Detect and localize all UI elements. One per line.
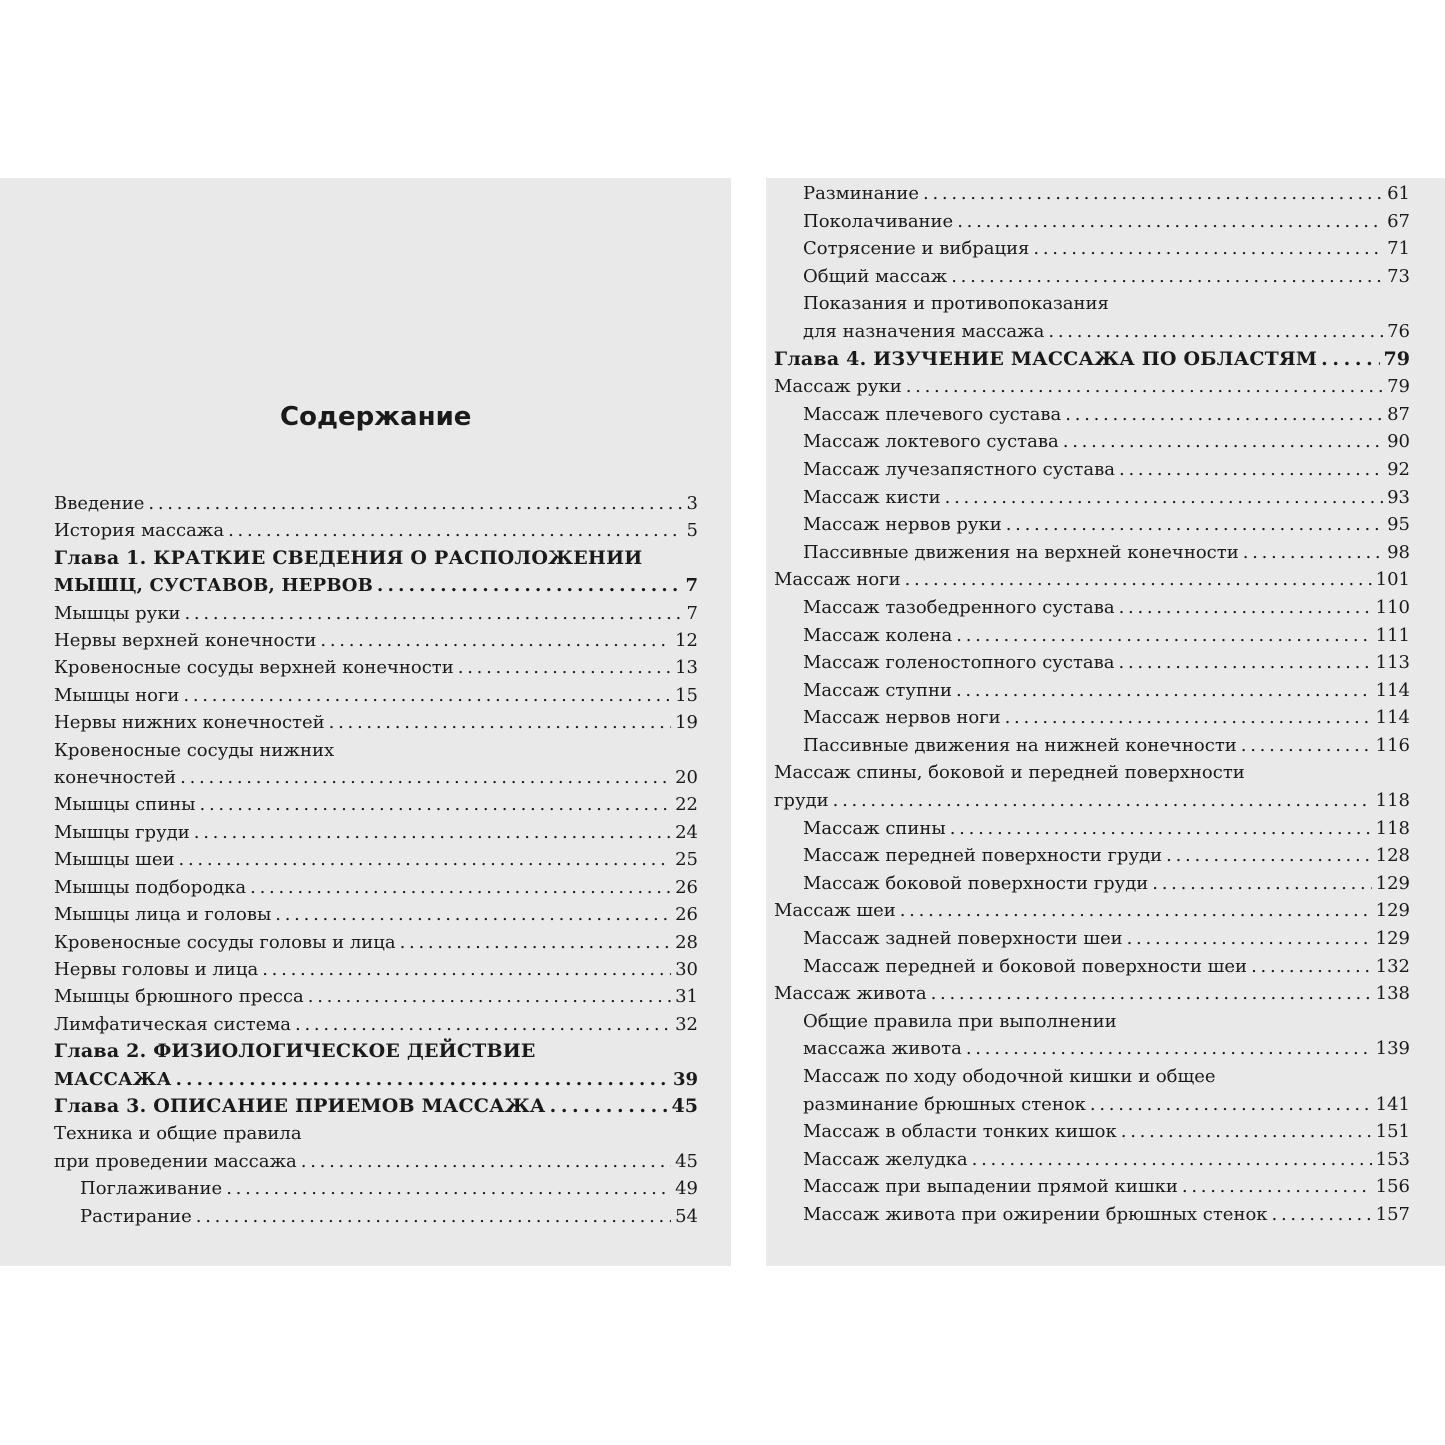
page-number: 7: [685, 575, 698, 597]
dot-leader: [1166, 842, 1372, 870]
dot-leader: [196, 1203, 671, 1230]
dot-leader: [377, 572, 681, 599]
entry-label: массажа живота: [803, 1038, 962, 1060]
page-number: 28: [675, 931, 698, 953]
page-number: 30: [675, 958, 698, 980]
toc-subentry[interactable]: [774, 428, 1410, 456]
page-number: 12: [675, 630, 698, 652]
dot-leader: [250, 874, 671, 901]
entry-label: при проведении массажа: [54, 1150, 297, 1172]
page-number: 45: [675, 1150, 698, 1172]
dot-leader: [1065, 401, 1383, 429]
page-number: 110: [1375, 596, 1410, 618]
entry-label: Массаж локтевого сустава: [803, 431, 1059, 453]
entry-label: Растирание: [80, 1205, 192, 1227]
entry-label-line1: Кровеносные сосуды нижних: [54, 739, 335, 761]
entry-label: Массаж нервов руки: [803, 514, 1002, 536]
entry-label: Мышцы груди: [54, 821, 190, 843]
page-number: 7: [686, 602, 698, 624]
toc-chapter-4[interactable]: [774, 346, 1410, 374]
page-number: 19: [675, 712, 698, 734]
entry-label: конечностей: [54, 767, 177, 789]
entry-label: Массаж плечевого сустава: [803, 403, 1062, 425]
entry-label: Нервы верхней конечности: [54, 630, 317, 652]
dot-leader: [148, 490, 682, 517]
entry-label: Глава 4. ИЗУЧЕНИЕ МАССАЖА ПО ОБЛАСТЯМ: [774, 347, 1318, 370]
page-number: 71: [1387, 238, 1410, 260]
dot-leader: [1251, 953, 1372, 981]
dot-leader: [200, 791, 672, 818]
dot-leader: [1005, 704, 1372, 732]
toc-entry-history[interactable]: [54, 517, 698, 544]
entry-label: МАССАЖА: [54, 1068, 172, 1090]
entry-label: Мышцы руки: [54, 602, 181, 624]
page-number: 49: [675, 1178, 698, 1200]
toc-entry[interactable]: [54, 654, 698, 681]
entry-label-line1: Общие правила при выполнении: [803, 1010, 1117, 1032]
entry-label: Введение: [54, 493, 145, 514]
entry-label: груди: [774, 790, 829, 812]
entry-label: Лимфатическая система: [54, 1013, 291, 1035]
page-number: 45: [671, 1094, 698, 1117]
toc-subentry[interactable]: [774, 649, 1410, 677]
page-number: 15: [675, 684, 698, 706]
dot-leader: [183, 682, 671, 709]
dot-leader: [1321, 346, 1379, 374]
toc-entry-introduction[interactable]: [54, 490, 698, 517]
dot-leader: [900, 897, 1372, 925]
toc-entry[interactable]: [54, 682, 698, 709]
dot-leader: [1119, 594, 1372, 622]
dot-leader: [972, 1146, 1372, 1174]
dot-leader: [1121, 1118, 1372, 1146]
dot-leader: [458, 654, 671, 681]
toc-entry[interactable]: [774, 566, 1410, 594]
dot-leader: [1119, 649, 1372, 677]
toc-subentry[interactable]: [774, 290, 1410, 345]
left-page: [0, 178, 731, 1266]
toc-subentry[interactable]: [774, 511, 1410, 539]
toc-subentry[interactable]: [774, 815, 1410, 843]
entry-label: Нервы головы и лица: [54, 958, 259, 980]
entry-label: История массажа: [54, 520, 225, 542]
dot-leader: [275, 901, 671, 928]
entry-label: Массаж ступни: [803, 679, 952, 701]
toc-subentry[interactable]: [774, 208, 1410, 236]
toc-entry[interactable]: [774, 980, 1410, 1008]
dot-leader: [931, 980, 1372, 1008]
dot-leader: [301, 1148, 671, 1175]
entry-label: Мышцы спины: [54, 794, 196, 816]
dot-leader: [906, 373, 1383, 401]
page-number: 114: [1375, 707, 1410, 729]
toc-subentry[interactable]: [774, 539, 1410, 567]
toc-subentry[interactable]: [774, 180, 1410, 208]
toc-subentry[interactable]: [774, 401, 1410, 429]
toc-subentry[interactable]: [774, 704, 1410, 732]
toc-entry[interactable]: [54, 791, 698, 818]
entry-label: Мышцы ноги: [54, 684, 180, 706]
entry-label: Массаж голеностопного сустава: [803, 652, 1115, 674]
dot-leader: [1127, 925, 1372, 953]
entry-label: Кровеносные сосуды верхней конечности: [54, 657, 454, 679]
entry-label: Сотрясение и вибрация: [803, 238, 1030, 260]
page-number: 76: [1387, 320, 1410, 342]
toc-subentry[interactable]: [774, 235, 1410, 263]
toc-entry[interactable]: [54, 627, 698, 654]
page-number: 92: [1387, 458, 1410, 480]
page-number: 31: [675, 986, 698, 1008]
toc-subentry[interactable]: [774, 622, 1410, 650]
toc-entry[interactable]: [54, 901, 698, 928]
dot-leader: [550, 1093, 668, 1120]
toc-entry[interactable]: [54, 846, 698, 873]
page-number: 87: [1387, 403, 1410, 425]
dot-leader: [1033, 235, 1383, 263]
toc-subentry[interactable]: [774, 263, 1410, 291]
toc-subentry[interactable]: [774, 842, 1410, 870]
dot-leader: [951, 263, 1383, 291]
page-number: 157: [1375, 1203, 1410, 1225]
page-number: 153: [1375, 1148, 1410, 1170]
toc-subentry[interactable]: [774, 925, 1410, 953]
toc-entry[interactable]: [54, 819, 698, 846]
dot-leader: [1152, 870, 1371, 898]
dot-leader: [228, 517, 682, 544]
page-number: 73: [1387, 265, 1410, 287]
entry-label: Пассивные движения на нижней конечности: [803, 734, 1237, 756]
entry-label: Массаж передней поверхности груди: [803, 845, 1163, 867]
entry-label: Массаж задней поверхности шеи: [803, 928, 1123, 950]
dot-leader: [1090, 1091, 1372, 1119]
toc-subentry[interactable]: [774, 1173, 1410, 1201]
entry-label: Общий массаж: [803, 265, 948, 287]
dot-leader: [320, 627, 671, 654]
right-page: [766, 178, 1445, 1266]
page-number: 118: [1375, 790, 1410, 812]
toc-entry[interactable]: [774, 373, 1410, 401]
dot-leader: [1048, 318, 1383, 346]
entry-label: Массаж передней и боковой поверхности шеи: [803, 955, 1248, 977]
page-number: 79: [1383, 347, 1410, 370]
page-number: 114: [1375, 679, 1410, 701]
page-number: 61: [1387, 183, 1410, 204]
page-number: 54: [675, 1205, 698, 1227]
toc-chapter-1[interactable]: [54, 545, 698, 600]
entry-label: МЫШЦ, СУСТАВОВ, НЕРВОВ: [54, 575, 374, 597]
page-number: 25: [675, 849, 698, 871]
entry-label-line1: Глава 2. ФИЗИОЛОГИЧЕСКОЕ ДЕЙСТВИЕ: [54, 1040, 536, 1063]
entry-label: Массаж спины: [803, 817, 946, 839]
entry-label: Разминание: [803, 183, 920, 204]
dot-leader: [1006, 511, 1383, 539]
dot-leader: [1241, 732, 1372, 760]
toc-subentry[interactable]: [774, 1008, 1410, 1063]
entry-label-line1: Глава 1. КРАТКИЕ СВЕДЕНИЯ О РАСПОЛОЖЕНИИ: [54, 546, 643, 569]
page-number: 13: [675, 657, 698, 679]
page-number: 138: [1375, 983, 1410, 1005]
dot-leader: [905, 566, 1372, 594]
entry-label: Массаж живота при ожирении брюшных стенок: [803, 1203, 1268, 1225]
toc-subentry[interactable]: [774, 484, 1410, 512]
page-number: 139: [1375, 1038, 1410, 1060]
dot-leader: [1243, 539, 1383, 567]
entry-label-line1: Показания и противопоказания: [803, 293, 1109, 315]
dot-leader: [1272, 1201, 1372, 1229]
page-number: 22: [675, 794, 698, 816]
page-number: 5: [686, 520, 698, 542]
entry-label: Нервы нижних конечностей: [54, 712, 325, 734]
page-number: 111: [1375, 624, 1410, 646]
page-number: 79: [1387, 376, 1410, 398]
page-number: 129: [1375, 900, 1410, 922]
dot-leader: [966, 1035, 1372, 1063]
entry-label: разминание брюшных стенок: [803, 1093, 1086, 1115]
page-number: 3: [686, 493, 698, 514]
entry-label: Массаж боковой поверхности груди: [803, 872, 1149, 894]
entry-label: Массаж желудка: [803, 1148, 968, 1170]
entry-label: Массаж шеи: [774, 900, 896, 922]
dot-leader: [923, 180, 1383, 208]
toc-entry[interactable]: [54, 956, 698, 983]
toc-chapter-3[interactable]: [54, 1093, 698, 1120]
toc-entry[interactable]: [54, 929, 698, 956]
entry-label: Поглаживание: [80, 1178, 223, 1200]
dot-leader: [295, 1011, 671, 1038]
entry-label: Массаж руки: [774, 376, 902, 398]
dot-leader: [1063, 428, 1383, 456]
dot-leader: [1119, 456, 1383, 484]
toc-subentry[interactable]: [774, 1118, 1410, 1146]
page-number: 26: [675, 904, 698, 926]
entry-label: Массаж в области тонких кишок: [803, 1121, 1117, 1143]
entry-label: для назначения массажа: [803, 320, 1045, 342]
page-number: 32: [675, 1013, 698, 1035]
dot-leader: [956, 622, 1371, 650]
entry-label: Массаж тазобедренного сустава: [803, 596, 1115, 618]
page-number: 118: [1375, 817, 1410, 839]
toc-entry[interactable]: [54, 709, 698, 736]
page-number: 156: [1375, 1176, 1410, 1198]
entry-label: Массаж кисти: [803, 486, 941, 508]
page-number: 128: [1375, 845, 1410, 867]
page-number: 113: [1375, 652, 1410, 674]
toc-subentry[interactable]: [774, 677, 1410, 705]
entry-label: Кровеносные сосуды головы и лица: [54, 931, 396, 953]
entry-label: Мышцы шеи: [54, 849, 175, 871]
toc-subentry[interactable]: [774, 953, 1410, 981]
dot-leader: [180, 764, 671, 791]
dot-leader: [400, 929, 672, 956]
dot-leader: [945, 484, 1383, 512]
dot-leader: [833, 787, 1372, 815]
page-number: 98: [1387, 541, 1410, 563]
entry-label-line1: Техника и общие правила: [54, 1123, 302, 1145]
dot-leader: [176, 1066, 669, 1093]
toc-entry[interactable]: [54, 737, 698, 792]
toc-subentry[interactable]: [774, 732, 1410, 760]
entry-label: Мышцы лица и головы: [54, 904, 272, 926]
toc-entry[interactable]: [54, 1011, 698, 1038]
dot-leader: [1182, 1173, 1372, 1201]
entry-label: Поколачивание: [803, 210, 954, 232]
dot-leader: [184, 600, 682, 627]
entry-label: Глава 3. ОПИСАНИЕ ПРИЕМОВ МАССАЖА: [54, 1094, 546, 1117]
toc-entry[interactable]: [774, 759, 1410, 814]
page-number: 132: [1375, 955, 1410, 977]
entry-label: Мышцы подбородка: [54, 876, 247, 898]
entry-label: Массаж при выпадении прямой кишки: [803, 1176, 1178, 1198]
dot-leader: [329, 709, 671, 736]
dot-leader: [262, 956, 671, 983]
toc-entry[interactable]: [774, 897, 1410, 925]
toc-subentry[interactable]: [774, 1146, 1410, 1174]
toc-subentry[interactable]: [774, 456, 1410, 484]
dot-leader: [226, 1175, 671, 1202]
toc-entry[interactable]: [54, 600, 698, 627]
page-number: 116: [1375, 734, 1410, 756]
dot-leader: [956, 677, 1372, 705]
entry-label: Мышцы брюшного пресса: [54, 986, 304, 1008]
entry-label-line1: Массаж по ходу ободочной кишки и общее: [803, 1066, 1216, 1087]
page-number: 39: [672, 1068, 698, 1090]
entry-label: Массаж нервов ноги: [803, 707, 1001, 729]
entry-label: Массаж ноги: [774, 569, 901, 591]
page-number: 20: [675, 767, 698, 789]
toc-entry[interactable]: [54, 983, 698, 1010]
toc-subentry[interactable]: [54, 1175, 698, 1202]
toc-subentry[interactable]: [774, 1063, 1410, 1118]
dot-leader: [957, 208, 1383, 236]
dot-leader: [950, 815, 1372, 843]
toc-subentry[interactable]: [774, 870, 1410, 898]
dot-leader: [179, 846, 672, 873]
page-number: 93: [1387, 486, 1410, 508]
page-title: Содержание: [280, 402, 472, 432]
entry-label: Пассивные движения на верхней конечности: [803, 541, 1239, 563]
entry-label: Массаж колена: [803, 624, 953, 646]
page-number: 101: [1375, 569, 1410, 591]
page-number: 26: [675, 876, 698, 898]
toc-entry[interactable]: [54, 1120, 698, 1175]
page-number: 24: [675, 821, 698, 843]
page-number: 90: [1387, 431, 1410, 453]
entry-label: Массаж живота: [774, 983, 927, 1005]
toc-chapter-2[interactable]: [54, 1038, 698, 1093]
toc-entry[interactable]: [54, 874, 698, 901]
toc-subentry[interactable]: [54, 1203, 698, 1230]
entry-label-line1: Массаж спины, боковой и передней поверхности: [774, 762, 1245, 784]
page-number: 151: [1375, 1121, 1410, 1143]
entry-label: Массаж лучезапястного сустава: [803, 458, 1115, 480]
page-number: 129: [1375, 872, 1410, 894]
page-number: 141: [1375, 1093, 1410, 1115]
page-number: 95: [1387, 514, 1410, 536]
toc-subentry[interactable]: [774, 1201, 1410, 1229]
page-number: 129: [1375, 928, 1410, 950]
page-number: 67: [1387, 210, 1410, 232]
dot-leader: [194, 819, 671, 846]
toc-subentry[interactable]: [774, 594, 1410, 622]
dot-leader: [308, 983, 671, 1010]
